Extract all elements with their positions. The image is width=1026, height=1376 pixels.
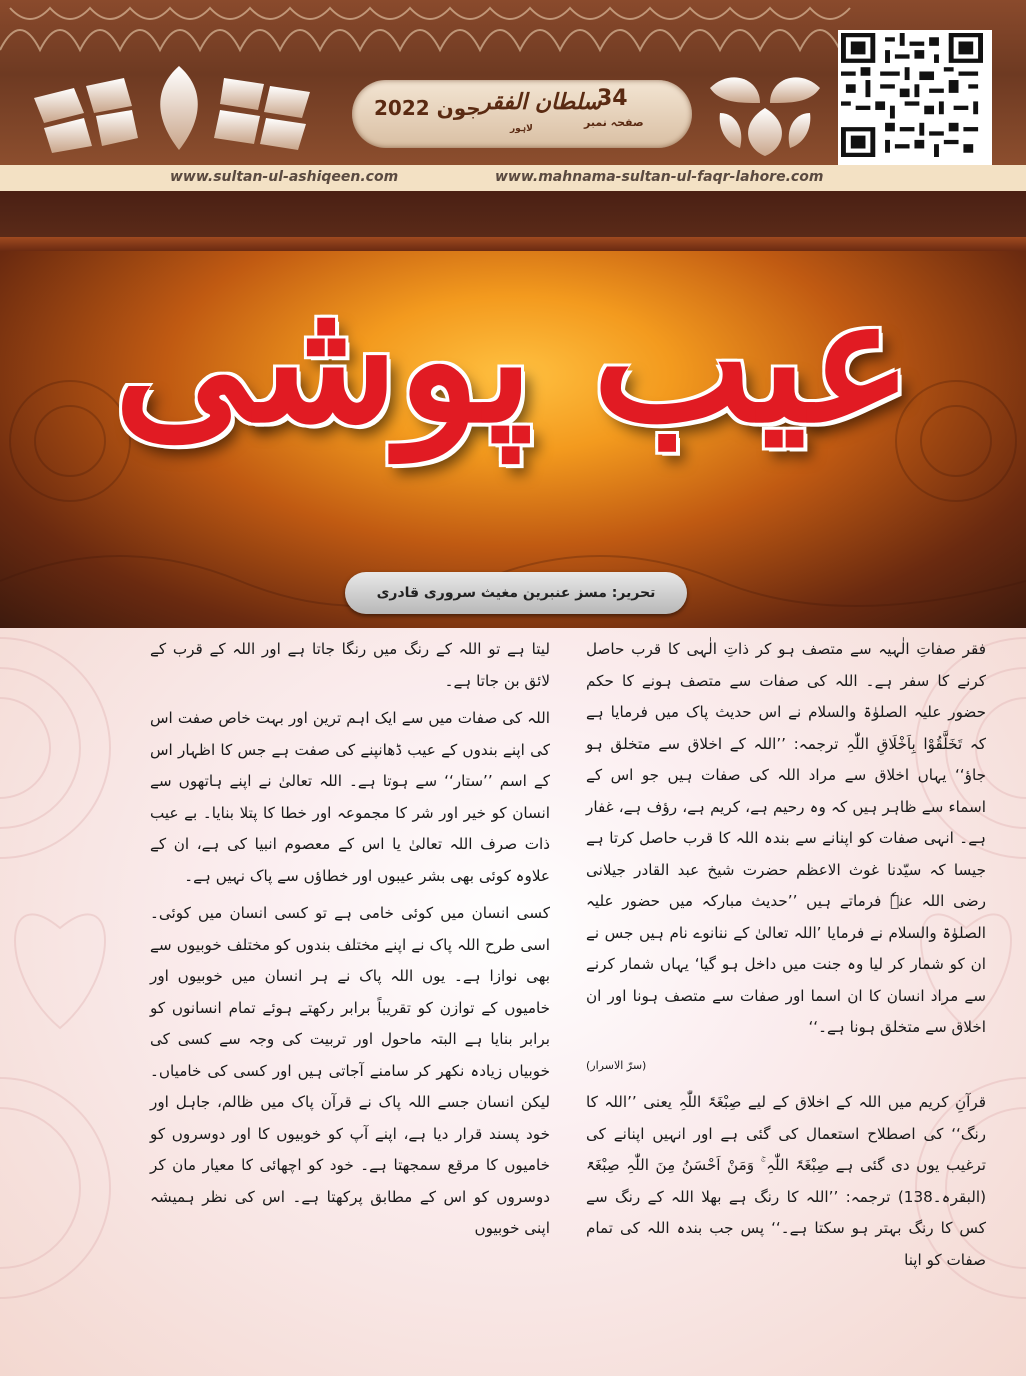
source-citation: (سرّ الاسرار) [586, 1058, 647, 1072]
url-right-link[interactable]: www.mahnama-sultan-ul-faqr-lahore.com [495, 169, 824, 185]
header-ornament-right [700, 58, 830, 158]
magazine-header [0, 0, 1026, 165]
paragraph: اللہ کی صفات میں سے ایک اہم ترین اور بہت خاص صفت اس کی اپنے بندوں کے عیب ڈھانپنے کی صفت ہے جس کا اظہار اس کے اسم ’’ستار‘‘ سے ہوتا ہے۔ اللہ تعالیٰ نے اپنے ہاتھوں سے انسان کو خیر اور شر کا مجموعہ اور خطا کا پتلا بنایا۔ بے عیب ذات صرف اللہ تعالیٰ یا اس کے معصوم انبیا کی ہے، ان کے علاوہ کوئی بھی بشر عیبوں اور خطاؤں سے پاک نہیں ہے۔ [150, 709, 550, 885]
issue-number: 34 [597, 86, 628, 111]
paragraph: فقر صفاتِ الٰہیہ سے متصف ہو کر ذاتِ الٰہی کا قرب حاصل کرنے کا سفر ہے۔ اللہ کی صفات سے متصف ہونے کا حکم حضور علیہ الصلوٰۃ والسلام نے اس حدیث پاک میں فرمایا ہے کہ تَخَلَّقُوْا بِاَخْلَاقِ اللّٰہِ ترجمہ: ’’اللہ کے اخلاق سے متخلق ہو جاؤ‘‘ یہاں اخلاق سے مراد اللہ کی صفات ہیں جو اس کے اسماء سے ظاہر ہیں کہ وہ رحیم ہے، کریم ہے، رؤف ہے، غفار ہے۔ انہی صفات کو اپنانے سے بندہ اللہ کا قرب حاصل کرتا ہے جیسا کہ سیّدنا غوث الاعظم حضرت شیخ عبد القادر جیلانی رضی اللہ عنہٗ فرماتے ہیں ’’حدیث مبارکہ میں حضور علیہ الصلوٰۃ والسلام نے فرمایا ’اللہ تعالیٰ کے ننانوے نام ہیں جس نے ان کو شمار کر لیا وہ جنت میں داخل ہو گیا‘ یہاں شمار کرنے سے مراد انسان کا ان اسما اور صفات سے متصف ہونا اور ان اخلاق سے متخلق ہونا ہے۔‘‘ [586, 640, 986, 1036]
magazine-name: سلطان الفقر [480, 90, 602, 115]
url-left-link[interactable]: www.sultan-ul-ashiqeen.com [170, 169, 399, 185]
magazine-city: لاہور [510, 124, 533, 134]
month-year: جون 2022 [374, 96, 481, 120]
paragraph: کسی انسان میں کوئی خامی ہے تو کسی انسان میں کوئی۔ اسی طرح اللہ پاک نے اپنے مختلف بندوں کو مختلف خوبیوں سے بھی نوازا ہے۔ یوں اللہ پاک نے ہر انسان میں خوبیوں اور خامیوں کے توازن کو تقریباً برابر رکھتے ہوئے تمام انسانوں کو برابر بنایا ہے البتہ ماحول اور تربیت کی وجہ سے کسی کی خوبیاں زیادہ نکھر کر سامنے آجاتی ہیں اور کسی کی خامیاں۔ لیکن انسان جسے اللہ پاک نے قرآن پاک میں ظالم، جاہل اور خود پسند قرار دیا ہے، اپنے آپ کو خوبیوں کا اور دوسروں کو خامیوں کا مرقع سمجھتا ہے۔ خود کو اچھائی کا معیار مان کر دوسروں کو اس کے مطابق پرکھتا ہے۔ اس کی نظر ہمیشہ اپنی خوبیوں [150, 904, 550, 1237]
qr-code-icon[interactable] [838, 30, 992, 165]
article-column-left [150, 634, 550, 1251]
banner-band [0, 237, 1026, 251]
header-ornament-left [14, 58, 344, 158]
issue-label: صفحہ نمبر [584, 116, 644, 129]
paragraph: لیتا ہے تو اللہ کے رنگ میں رنگا جاتا ہے اور اللہ کے قرب کے لائق بن جاتا ہے۔ [150, 640, 550, 690]
issue-info-box [352, 80, 692, 148]
title-banner [0, 191, 1026, 628]
paragraph: قرآنِ کریم میں اللہ کے اخلاق کے لیے صِبْغَۃَ اللّٰہِ یعنی ’’اللہ کا رنگ‘‘ کی اصطلاح استعمال کی گئی ہے اور انہیں اپنانے کی ترغیب یوں دی گئی ہے صِبْغَۃَ اللّٰہِ ۚ وَمَنْ اَحْسَنُ مِنَ اللّٰہِ صِبْغَۃً (البقرہ۔138) ترجمہ: ’’اللہ کا رنگ ہے بھلا اللہ کے رنگ سے کس کا رنگ بہتر ہو سکتا ہے۔‘‘ پس جب بندہ اللہ کی تمام صفات کو اپنا [586, 1093, 986, 1269]
banner-dark-strip [0, 191, 1026, 237]
article-column-right [586, 634, 986, 1282]
website-bar [0, 165, 1026, 191]
author-byline: تحریر: مسز عنبرین مغیث سروری قادری [345, 572, 687, 614]
article-title: عیب پوشی [113, 261, 913, 461]
